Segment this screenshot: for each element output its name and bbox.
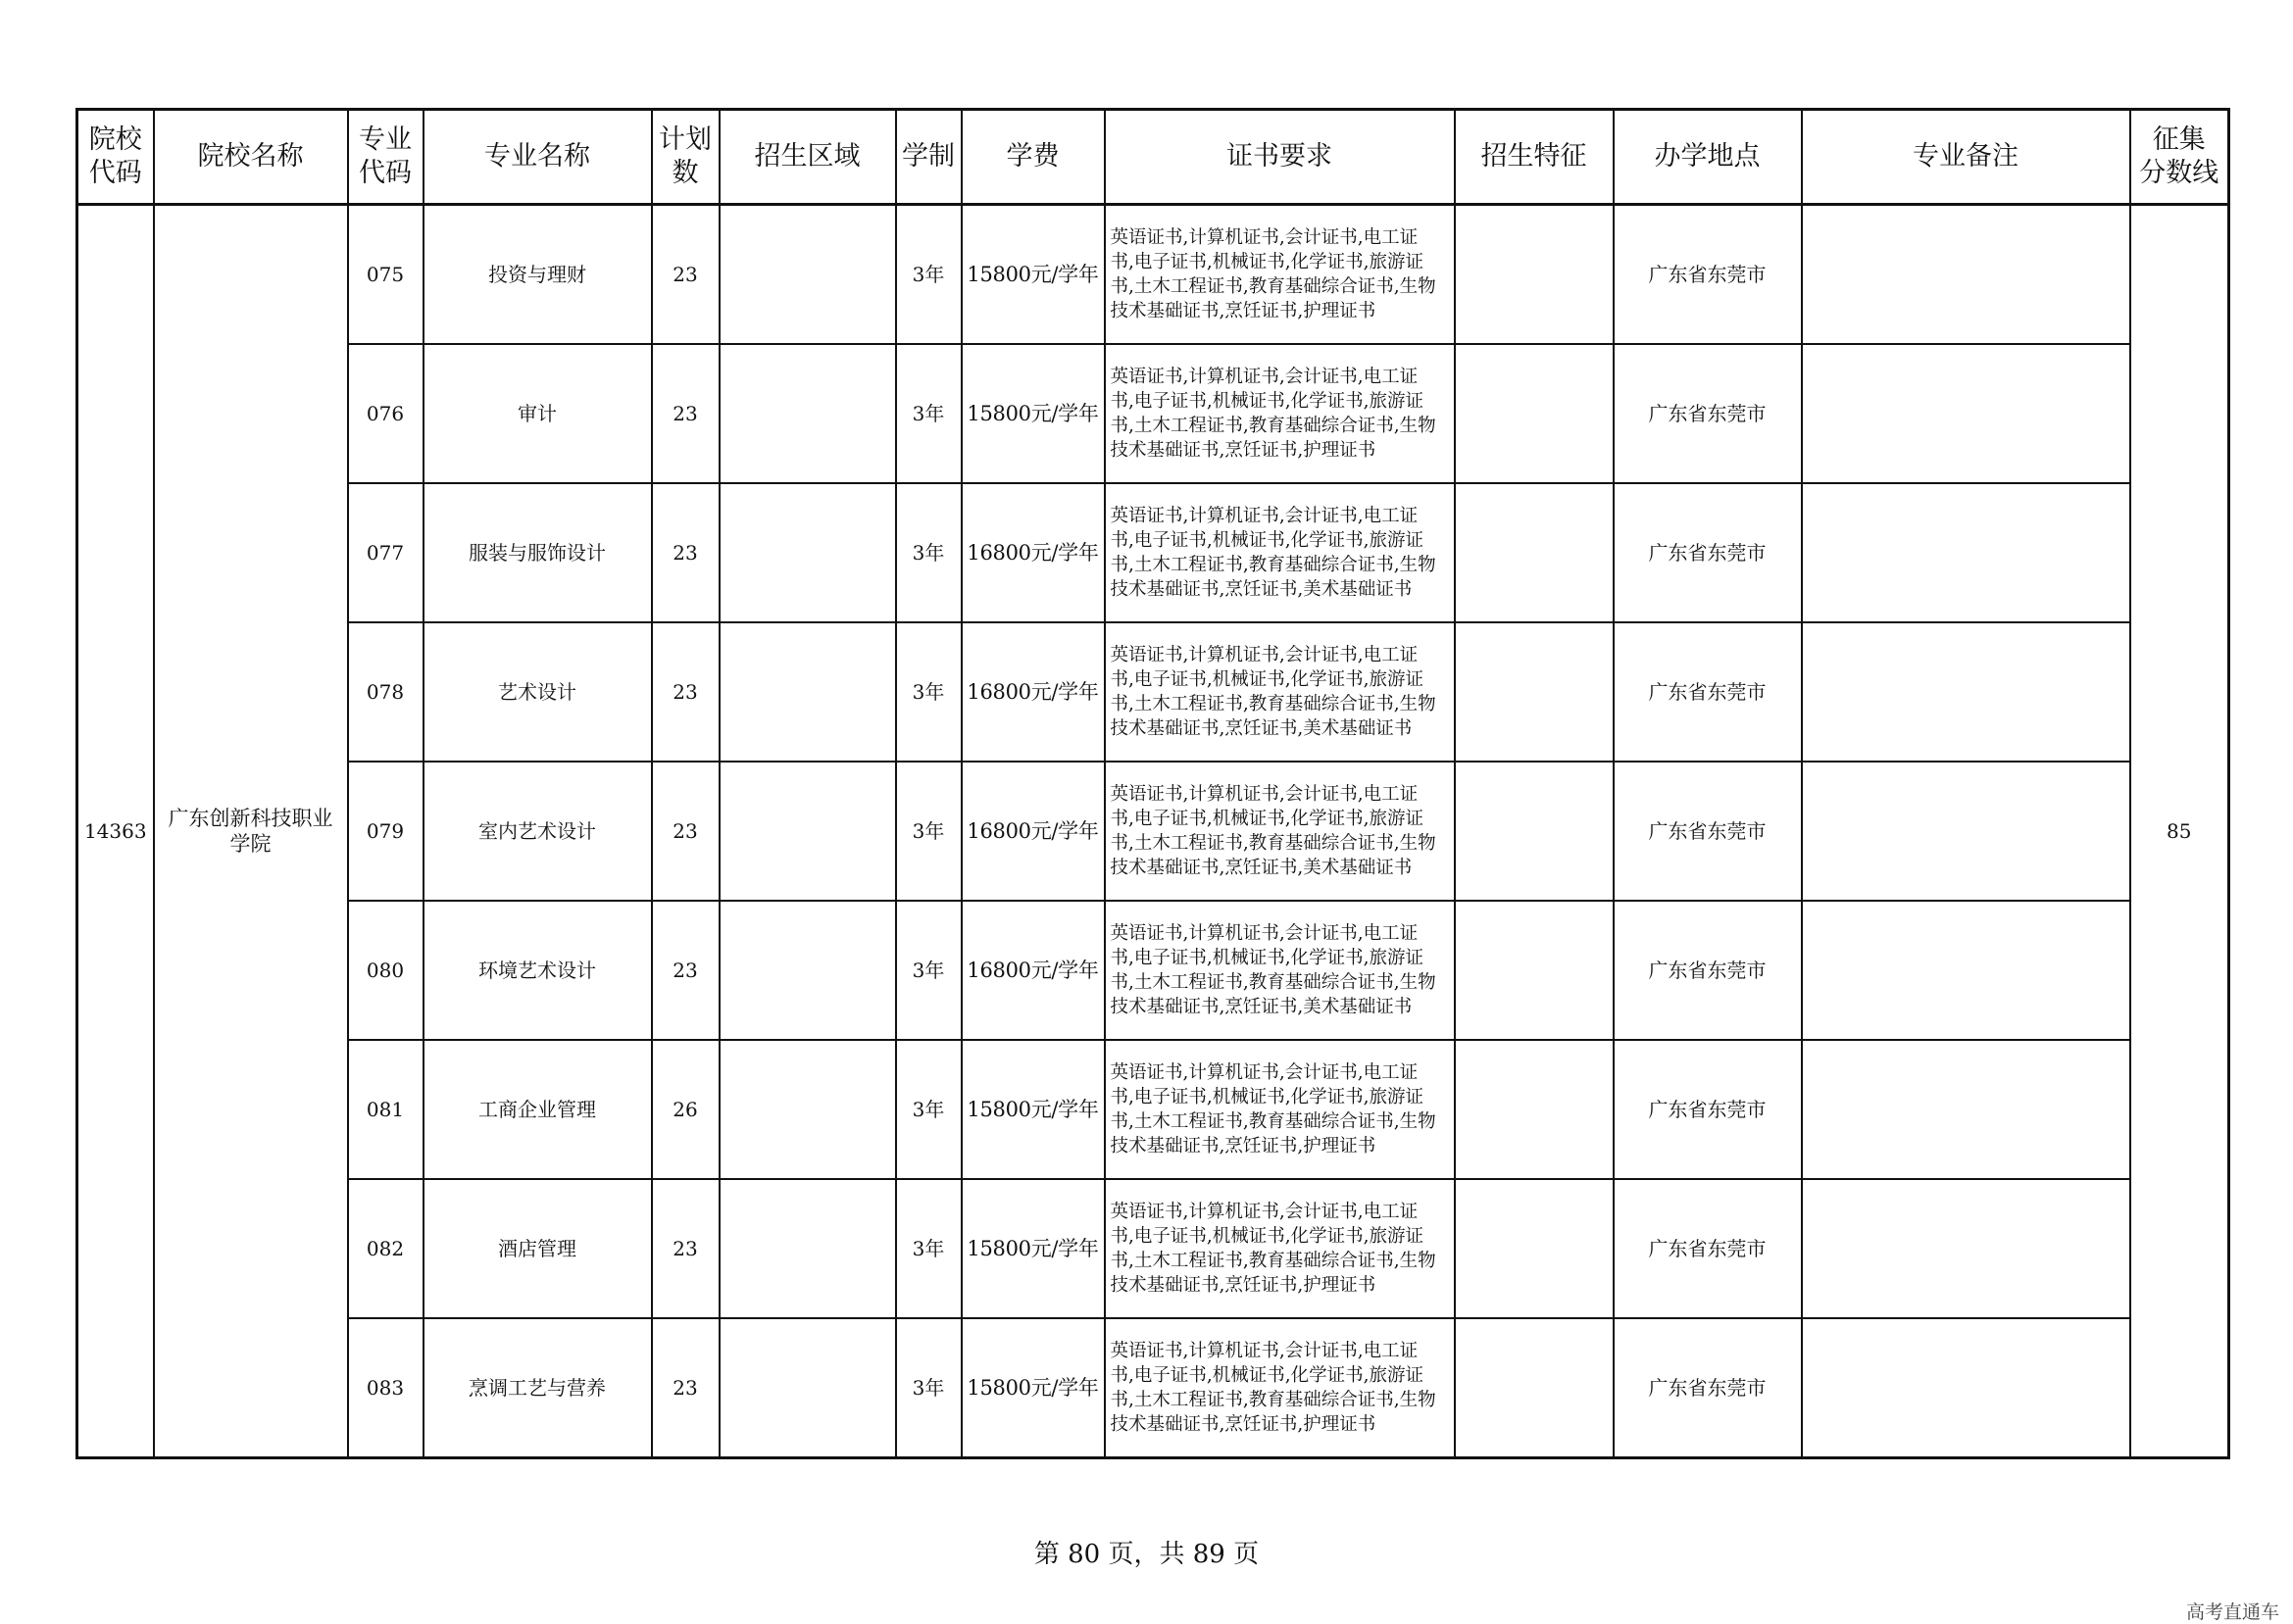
admission-plan-table [75,108,2230,1459]
major-name: 工商企业管理 [424,1040,652,1179]
enroll-region [720,1179,896,1318]
tuition-fee: 15800元/学年 [962,205,1105,345]
major-remark [1802,901,2130,1040]
campus-location: 广东省东莞市 [1614,1318,1802,1458]
enroll-region [720,205,896,345]
enroll-region [720,1318,896,1458]
enroll-region [720,622,896,762]
cert-requirements: 英语证书,计算机证书,会计证书,电工证书,电子证书,机械证书,化学证书,旅游证书,土木工程证书,教育基础综合证书,生物技术基础证书,烹饪证书,护理证书 [1105,344,1455,483]
enroll-feature [1455,205,1614,345]
plan-count: 23 [652,1318,720,1458]
campus-location: 广东省东莞市 [1614,344,1802,483]
header-region: 招生区域 [720,110,896,205]
tuition-fee: 15800元/学年 [962,1179,1105,1318]
major-remark [1802,622,2130,762]
plan-count: 23 [652,205,720,345]
duration: 3年 [896,483,962,622]
school-name: 广东创新科技职业学院 [154,205,348,1458]
duration: 3年 [896,344,962,483]
tuition-fee: 15800元/学年 [962,344,1105,483]
tuition-fee: 16800元/学年 [962,762,1105,901]
enroll-feature [1455,344,1614,483]
major-code: 075 [348,205,424,345]
duration: 3年 [896,901,962,1040]
plan-count: 23 [652,622,720,762]
header-major-name: 专业名称 [424,110,652,205]
watermark: 高考直通车 [2185,1601,2279,1623]
plan-count: 26 [652,1040,720,1179]
tuition-fee: 16800元/学年 [962,901,1105,1040]
duration: 3年 [896,205,962,345]
enroll-region [720,344,896,483]
plan-count: 23 [652,901,720,1040]
header-remark: 专业备注 [1802,110,2130,205]
header-school-name: 院校名称 [154,110,348,205]
major-name: 环境艺术设计 [424,901,652,1040]
cert-requirements: 英语证书,计算机证书,会计证书,电工证书,电子证书,机械证书,化学证书,旅游证书,土木工程证书,教育基础综合证书,生物技术基础证书,烹饪证书,护理证书 [1105,1318,1455,1458]
header-feature: 招生特征 [1455,110,1614,205]
tuition-fee: 15800元/学年 [962,1040,1105,1179]
cert-requirements: 英语证书,计算机证书,会计证书,电工证书,电子证书,机械证书,化学证书,旅游证书,土木工程证书,教育基础综合证书,生物技术基础证书,烹饪证书,护理证书 [1105,1179,1455,1318]
cert-requirements: 英语证书,计算机证书,会计证书,电工证书,电子证书,机械证书,化学证书,旅游证书,土木工程证书,教育基础综合证书,生物技术基础证书,烹饪证书,美术基础证书 [1105,762,1455,901]
major-name: 投资与理财 [424,205,652,345]
major-name: 审计 [424,344,652,483]
enroll-feature [1455,762,1614,901]
major-code: 076 [348,344,424,483]
header-cutoff: 征集 分数线 [2130,110,2229,205]
major-code: 078 [348,622,424,762]
table-header-row [77,110,2229,205]
major-name: 烹调工艺与营养 [424,1318,652,1458]
header-duration: 学制 [896,110,962,205]
enroll-region [720,1040,896,1179]
major-remark [1802,483,2130,622]
duration: 3年 [896,762,962,901]
major-name: 艺术设计 [424,622,652,762]
campus-location: 广东省东莞市 [1614,762,1802,901]
plan-count: 23 [652,344,720,483]
duration: 3年 [896,1179,962,1318]
major-code: 079 [348,762,424,901]
table-row [77,1318,2229,1458]
header-school-code: 院校 代码 [77,110,154,205]
campus-location: 广东省东莞市 [1614,1040,1802,1179]
header-plan: 计划 数 [652,110,720,205]
header-location: 办学地点 [1614,110,1802,205]
campus-location: 广东省东莞市 [1614,205,1802,345]
cert-requirements: 英语证书,计算机证书,会计证书,电工证书,电子证书,机械证书,化学证书,旅游证书,土木工程证书,教育基础综合证书,生物技术基础证书,烹饪证书,美术基础证书 [1105,901,1455,1040]
school-code: 14363 [77,205,154,1458]
major-remark [1802,762,2130,901]
enroll-feature [1455,483,1614,622]
campus-location: 广东省东莞市 [1614,483,1802,622]
campus-location: 广东省东莞市 [1614,622,1802,762]
table-row [77,205,2229,345]
duration: 3年 [896,622,962,762]
enroll-feature [1455,1040,1614,1179]
major-name: 酒店管理 [424,1179,652,1318]
table-row [77,344,2229,483]
tuition-fee: 15800元/学年 [962,1318,1105,1458]
plan-count: 23 [652,1179,720,1318]
major-remark [1802,1179,2130,1318]
enroll-region [720,762,896,901]
plan-count: 23 [652,762,720,901]
major-remark [1802,344,2130,483]
major-code: 080 [348,901,424,1040]
duration: 3年 [896,1040,962,1179]
table-row [77,901,2229,1040]
table-row [77,622,2229,762]
duration: 3年 [896,1318,962,1458]
header-fee: 学费 [962,110,1105,205]
cert-requirements: 英语证书,计算机证书,会计证书,电工证书,电子证书,机械证书,化学证书,旅游证书,土木工程证书,教育基础综合证书,生物技术基础证书,烹饪证书,美术基础证书 [1105,483,1455,622]
header-major-code: 专业 代码 [348,110,424,205]
cert-requirements: 英语证书,计算机证书,会计证书,电工证书,电子证书,机械证书,化学证书,旅游证书,土木工程证书,教育基础综合证书,生物技术基础证书,烹饪证书,美术基础证书 [1105,622,1455,762]
tuition-fee: 16800元/学年 [962,622,1105,762]
table-body [77,205,2229,1458]
campus-location: 广东省东莞市 [1614,901,1802,1040]
major-remark [1802,205,2130,345]
table-row [77,483,2229,622]
cutoff-score: 85 [2130,205,2229,1458]
tuition-fee: 16800元/学年 [962,483,1105,622]
major-remark [1802,1318,2130,1458]
cert-requirements: 英语证书,计算机证书,会计证书,电工证书,电子证书,机械证书,化学证书,旅游证书,土木工程证书,教育基础综合证书,生物技术基础证书,烹饪证书,护理证书 [1105,1040,1455,1179]
enroll-feature [1455,622,1614,762]
page-number: 第 80 页，共 89 页 [1033,1540,1260,1569]
major-code: 081 [348,1040,424,1179]
header-cert: 证书要求 [1105,110,1455,205]
major-code: 083 [348,1318,424,1458]
major-remark [1802,1040,2130,1179]
table-row [77,762,2229,901]
enroll-feature [1455,901,1614,1040]
enroll-region [720,483,896,622]
major-code: 077 [348,483,424,622]
enroll-feature [1455,1318,1614,1458]
cert-requirements: 英语证书,计算机证书,会计证书,电工证书,电子证书,机械证书,化学证书,旅游证书,土木工程证书,教育基础综合证书,生物技术基础证书,烹饪证书,护理证书 [1105,205,1455,345]
table-row [77,1040,2229,1179]
major-name: 室内艺术设计 [424,762,652,901]
enroll-feature [1455,1179,1614,1318]
major-name: 服装与服饰设计 [424,483,652,622]
campus-location: 广东省东莞市 [1614,1179,1802,1318]
table-row [77,1179,2229,1318]
enroll-region [720,901,896,1040]
major-code: 082 [348,1179,424,1318]
plan-count: 23 [652,483,720,622]
